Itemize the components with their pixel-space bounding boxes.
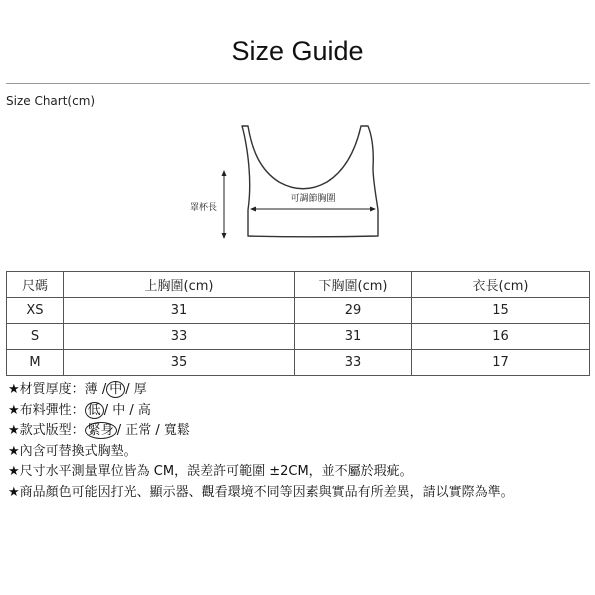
option-separator: / xyxy=(101,382,107,397)
title-divider xyxy=(6,83,590,84)
option-rest: / 中 / 高 xyxy=(103,402,151,418)
size-chart-subtitle: Size Chart(cm) xyxy=(6,94,96,108)
cell-size: S xyxy=(7,324,64,350)
note-fit xyxy=(8,421,514,442)
page-title: Size Guide xyxy=(231,36,364,66)
table-row xyxy=(7,298,590,324)
option-rest: / 厚 xyxy=(125,382,147,397)
cell-upper-bust: 35 xyxy=(64,350,295,376)
cell-length: 15 xyxy=(412,298,590,324)
note-thickness xyxy=(8,380,514,401)
note-measurement: ★尺寸水平測量單位皆為 CM，誤差許可範圍 ±2CM，並不屬於瑕疵。 xyxy=(8,464,413,480)
star-icon: ★ xyxy=(8,423,20,439)
selected-option-circle: 低 xyxy=(85,402,104,419)
note-color: ★商品顏色可能因打光、顯示器、觀看環境不同等因素與實品有所差異，請以實際為準。 xyxy=(8,484,514,500)
bust-arrow-head-left xyxy=(250,207,256,212)
bust-label: 可調節胸圍 xyxy=(290,194,336,204)
star-icon: ★ xyxy=(8,382,20,397)
header-upper-bust: 上胸圍(cm) xyxy=(64,272,295,298)
table-row xyxy=(7,350,590,376)
table-row xyxy=(7,324,590,350)
cell-length: 16 xyxy=(412,324,590,350)
bra-measurement-diagram xyxy=(160,112,420,252)
cell-upper-bust: 33 xyxy=(64,324,295,350)
cell-size: M xyxy=(7,350,64,376)
option-thin: 薄 xyxy=(84,382,98,397)
note-pads: ★內含可替換式胸墊。 xyxy=(8,443,137,459)
size-table xyxy=(6,271,590,376)
cell-lower-bust: 33 xyxy=(295,350,412,376)
bust-arrow-head-right xyxy=(370,207,376,212)
cell-length: 17 xyxy=(412,350,590,376)
note-label: 布料彈性： xyxy=(19,402,85,418)
cell-size: XS xyxy=(7,298,64,324)
option-rest: / 正常 / 寬鬆 xyxy=(116,423,190,439)
cell-upper-bust: 31 xyxy=(64,298,295,324)
note-label: 材質厚度： xyxy=(19,382,85,397)
product-notes xyxy=(8,380,514,504)
header-lower-bust: 下胸圍(cm) xyxy=(295,272,412,298)
star-icon: ★ xyxy=(8,402,20,418)
table-header-row xyxy=(7,272,590,298)
selected-option-circle: 緊身 xyxy=(85,422,117,439)
note-label: 款式版型： xyxy=(19,423,85,439)
bra-outline xyxy=(242,126,378,237)
cup-length-arrow-head-top xyxy=(222,170,227,176)
header-size: 尺碼 xyxy=(7,272,64,298)
cup-length-label: 罩杯長 xyxy=(189,203,217,213)
selected-option-circle: 中 xyxy=(106,381,125,398)
cell-lower-bust: 29 xyxy=(295,298,412,324)
note-elasticity xyxy=(8,401,514,422)
header-length: 衣長(cm) xyxy=(412,272,590,298)
cell-lower-bust: 31 xyxy=(295,324,412,350)
cup-length-arrow-head-bottom xyxy=(222,233,227,239)
